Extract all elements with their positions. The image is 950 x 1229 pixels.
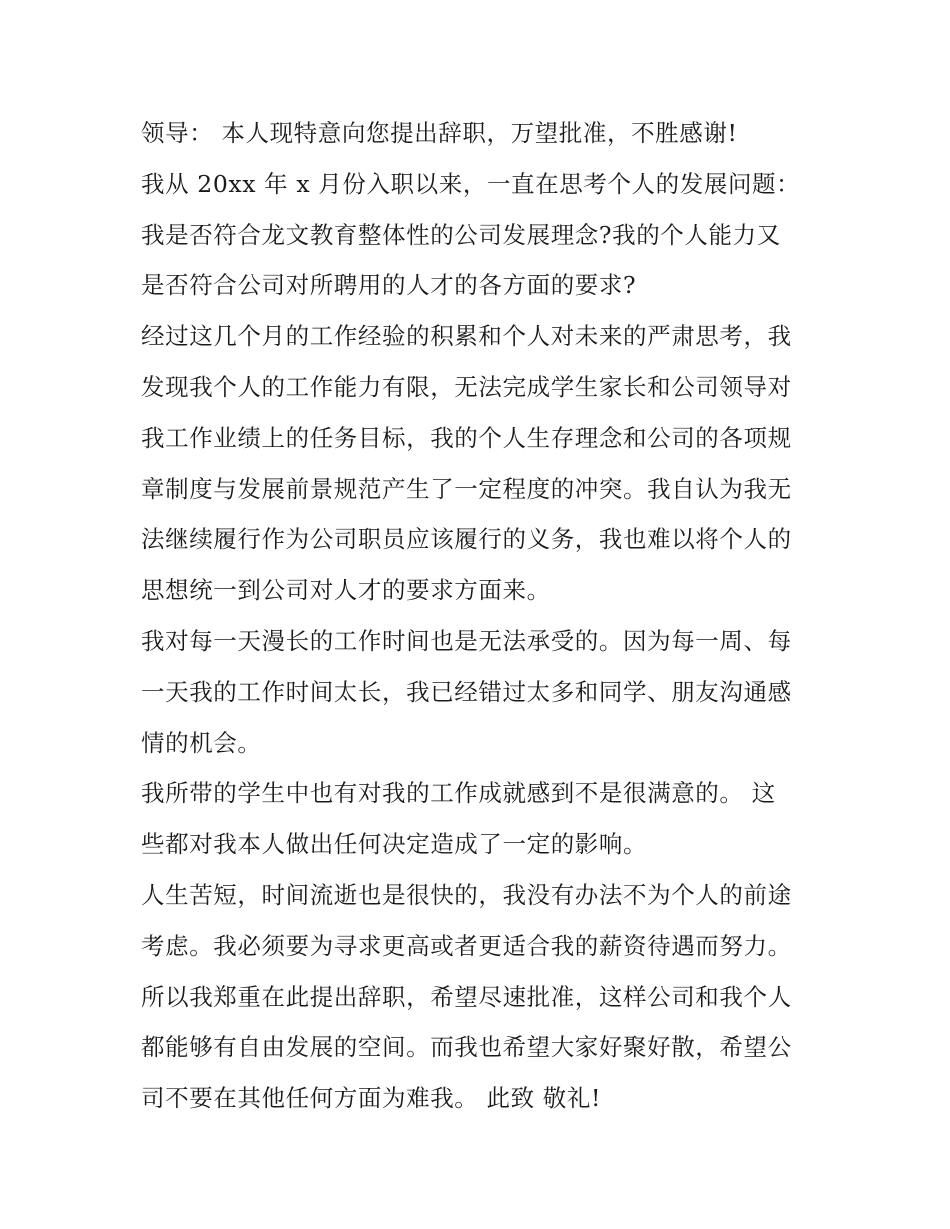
letter-line: 经过这几个月的工作经验的积累和个人对未来的严肃思考，我 (141, 322, 792, 351)
letter-line: 领导： 本人现特意向您提出辞职，万望批准，不胜感谢! (141, 119, 738, 147)
letter-line: 司不要在其他任何方面为难我。 此致 敬礼! (141, 1084, 601, 1113)
letter-line: 一天我的工作时间太长，我已经错过太多和同学、朋友沟通感 (141, 677, 792, 706)
letter-line: 我工作业绩上的任务目标，我的个人生存理念和公司的各项规 (141, 423, 792, 452)
letter-line: 思想统一到公司对人才的要求方面来。 (141, 576, 551, 605)
letter-line: 我是否符合龙文教育整体性的公司发展理念?我的个人能力又 (141, 220, 781, 249)
letter-line: 发现我个人的工作能力有限，无法完成学生家长和公司领导对 (141, 372, 792, 401)
letter-line: 考虑。我必须要为寻求更高或者更适合我的薪资待遇而努力。 (141, 931, 792, 960)
letter-line: 我从 20xx 年 x 月份入职以来，一直在思考个人的发展问题： (141, 169, 801, 198)
letter-line: 章制度与发展前景规范产生了一定程度的冲突。我自认为我无 (141, 474, 792, 503)
letter-line: 我对每一天漫长的工作时间也是无法承受的。因为每一周、每 (141, 626, 792, 655)
letter-line: 情的机会。 (141, 728, 262, 757)
letter-line: 些都对我本人做出任何决定造成了一定的影响。 (141, 830, 648, 859)
letter-line: 人生苦短，时间流逝也是很快的，我没有办法不为个人的前途 (141, 880, 792, 909)
letter-line: 我所带的学生中也有对我的工作成就感到不是很满意的。 这 (141, 779, 776, 808)
letter-line: 法继续履行作为公司职员应该履行的义务，我也难以将个人的 (141, 525, 792, 554)
letter-line: 是否符合公司对所聘用的人才的各方面的要求? (141, 271, 637, 300)
letter-line: 都能够有自由发展的空间。而我也希望大家好聚好散，希望公 (141, 1033, 792, 1062)
letter-line: 所以我郑重在此提出辞职，希望尽速批准，这样公司和我个人 (141, 982, 792, 1011)
